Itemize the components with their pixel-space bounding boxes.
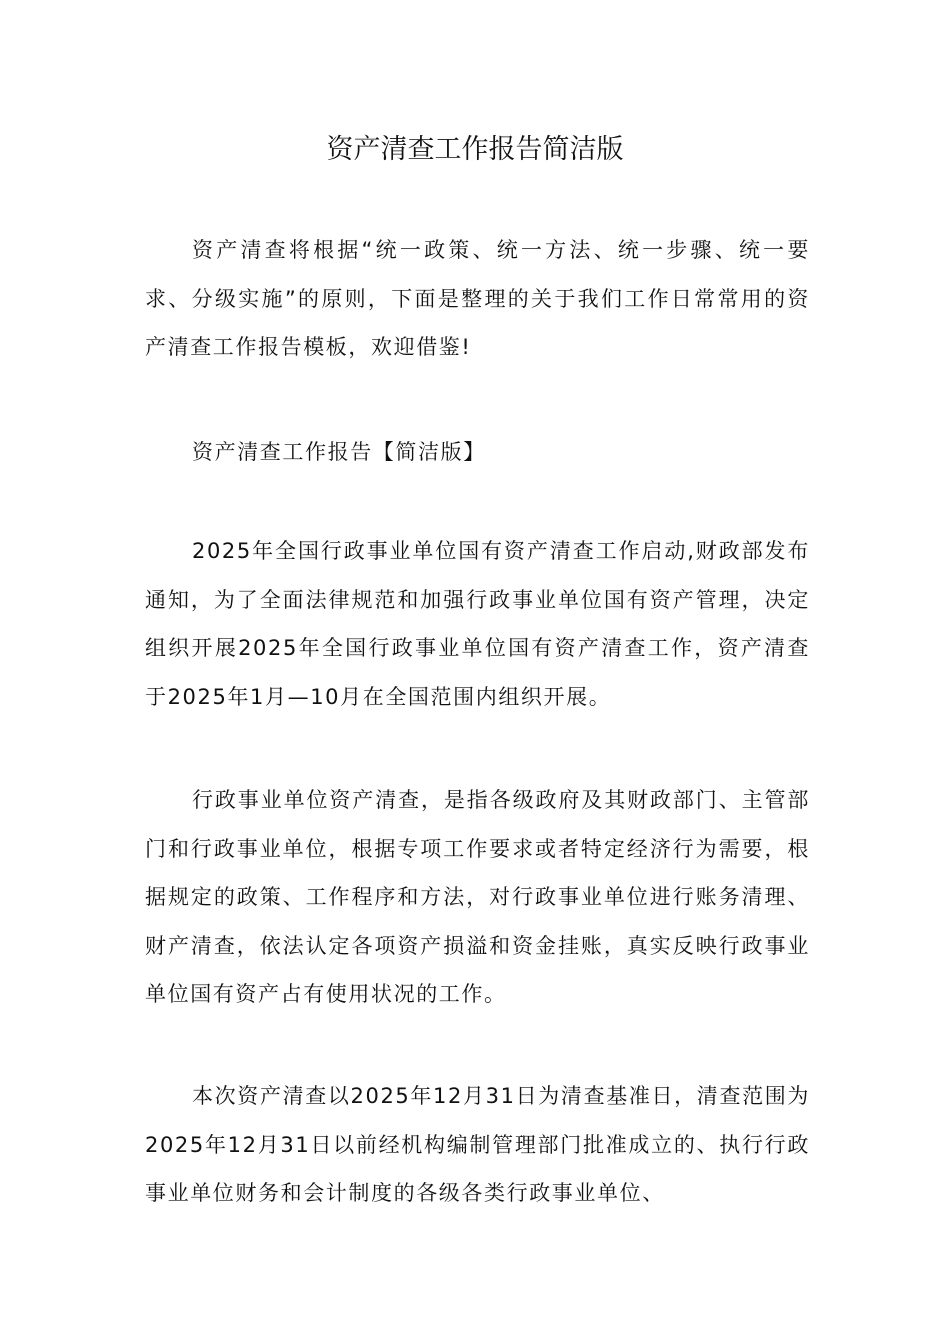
paragraph-notice: 2025年全国行政事业单位国有资产清查工作启动,财政部发布通知，为了全面法律规范和加强行政事业单位国有资产管理，决定组织开展2025年全国行政事业单位国有资产清查工作，资产清查于2025年1月—10月在全国范围内组织开展。 — [145, 539, 810, 709]
paragraph-subtitle: 资产清查工作报告【简洁版】 — [192, 440, 486, 464]
paragraph-intro: 资产清查将根据“统一政策、统一方法、统一步骤、统一要求、分级实施”的原则，下面是整理的关于我们工作日常常用的资产清查工作报告模板，欢迎借鉴! — [145, 238, 810, 359]
document-title: 资产清查工作报告简洁版 — [326, 134, 624, 165]
paragraph-scope: 本次资产清查以2025年12月31日为清查基准日，清查范围为2025年12月31日以前经机构编制管理部门批准成立的、执行行政事业单位财务和会计制度的各级各类行政事业单位、 — [145, 1084, 810, 1205]
paragraph-definition: 行政事业单位资产清查，是指各级政府及其财政部门、主管部门和行政事业单位，根据专项工作要求或者特定经济行为需要，根据规定的政策、工作程序和方法，对行政事业单位进行账务清理、财产清查，依法认定各项资产损溢和资金挂账，真实反映行政事业单位国有资产占有使用状况的工作。 — [145, 788, 810, 1006]
